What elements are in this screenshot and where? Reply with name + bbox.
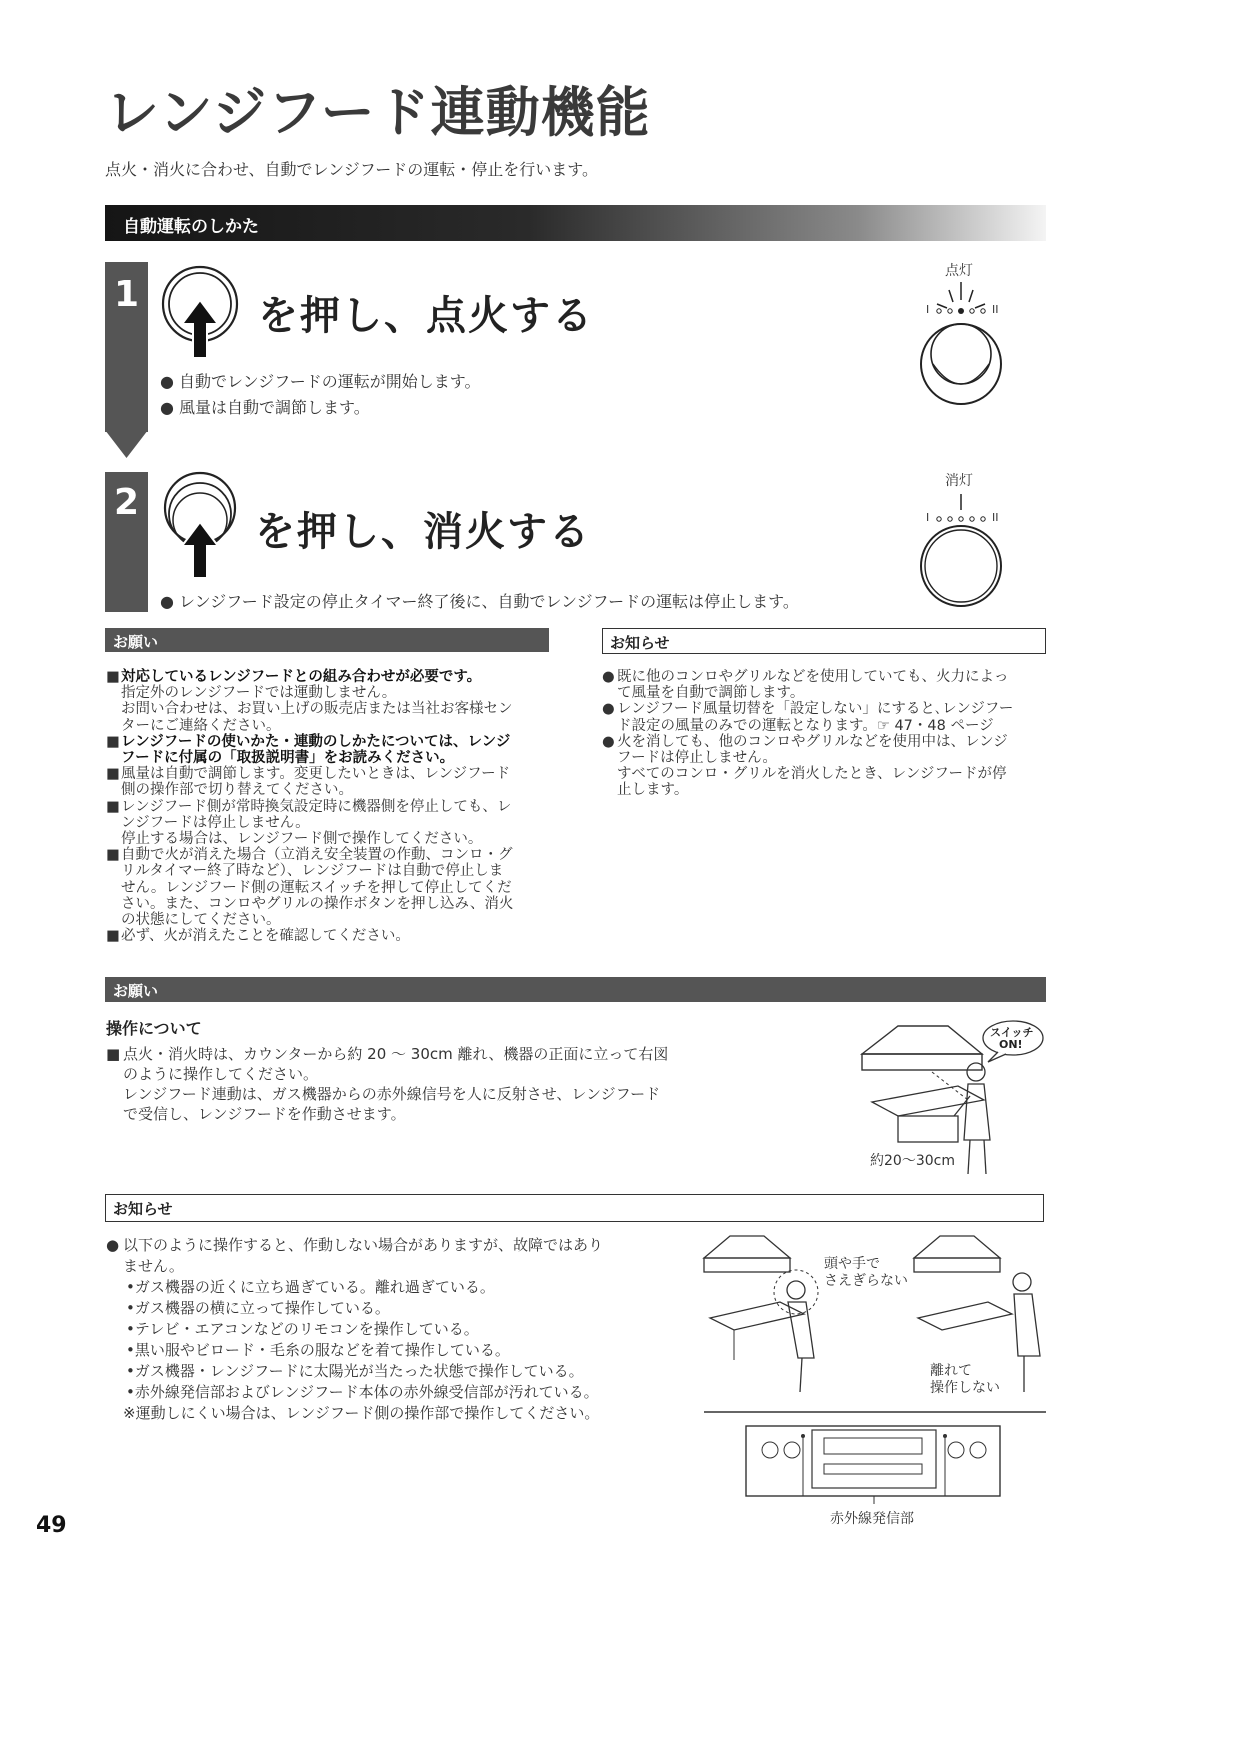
ignition-button-icon (158, 264, 244, 360)
info-heading-box-2 (105, 1194, 1044, 1222)
extinguish-button-icon (158, 470, 244, 580)
info-heading-2: お知らせ (113, 1200, 173, 1218)
list-item: •赤外線発信部およびレンジフード本体の赤外線受信部が汚れている。 (126, 1383, 599, 1401)
section-heading: 自動運転のしかた (123, 217, 259, 237)
list-item: ● 火を消しても、他のコンロやグリルなどを使用中は、レンジ フードは停止しません。 すべてのコンロ・グリルを消火したとき、レンジフードが停 止します。 (602, 733, 1008, 799)
operation-text: ■ 点火・消火時は、カウンターから約 20 ～ 30cm 離れ、機器の正面に立って右図 のように操作してください。 レンジフード連動は、ガス機器からの赤外線信号を人に反射させ、レンジフード で受信し、レンジフードを作動させます。 (106, 1045, 669, 1123)
list-item: ■ 自動で火が消えた場合（立消え安全装置の作動、コンロ・グ リルタイマー終了時など）、レンジフードは自動で停止しま せん。レンジフード側の運転スイッチを押して停止してくだ さい。また、コンロやグリルの操作ボタンを押し込み、消火 の状態にしてください。 (106, 847, 514, 929)
step2-number: 2 (113, 482, 140, 523)
info-list-1 (602, 669, 1050, 799)
list-item: ■ 対応しているレンジフードとの組み合わせが必要です。 指定外のレンジフードでは運動しません。 お問い合わせは、お買い上げの販売店または当社お客様セン ターにご連絡ください。 (106, 669, 513, 734)
request-heading-2: お願い (113, 982, 159, 1000)
info-list-2: ● 以下のように操作すると、作動しない場合がありますが、故障ではあり ません。 •ガス機器の近くに立ち過ぎている。離れ過ぎている。 •ガス機器の横に立って操作している。 •テレビ・エアコンなどのリモコンを操作している。 •黒い服やビロード・毛糸の服などを着て操作している。 •ガス機器・レンジフードに太陽光が当たった状態で操作している。 •赤外線発信部およびレンジフード本体の赤外線受信部が汚れている。 ※運動しにくい場合は、レンジフード側の操作部で操作してください。 (106, 1236, 604, 1422)
illus-label-1: 頭や手で (824, 1256, 880, 1272)
step1-bullet-1: ● 自動でレンジフードの運転が開始します。 (160, 372, 481, 391)
list-item: •ガス機器の近くに立ち過ぎている。離れ過ぎている。 (126, 1278, 495, 1296)
section-heading-bar (105, 205, 1046, 241)
list-item: ■ 風量は自動で調節します。変更したいときは、レンジフード 側の操作部で切り替えてください。 (106, 766, 511, 799)
footnote: ※運動しにくい場合は、レンジフード側の操作部で操作してください。 (123, 1404, 600, 1422)
page-title: レンジフード連動機能 (105, 81, 651, 144)
page-subtitle: 点火・消火に合わせ、自動でレンジフードの運転・停止を行います。 (105, 160, 598, 179)
knob-lit-icon (915, 278, 1007, 410)
request-heading-1: お願い (113, 633, 159, 651)
step1-marker (105, 262, 148, 432)
step2-marker (105, 472, 148, 612)
request-list-1 (106, 669, 556, 944)
step2-mark-low: I (926, 511, 930, 524)
list-item: ■ レンジフード側が常時換気設定時に機器側を停止しても、レ ンジフードは停止しません。 停止する場合は、レンジフード側で操作してください。 (106, 798, 512, 848)
knob-unlit-icon (915, 490, 1007, 608)
list-item: •ガス機器・レンジフードに太陽光が当たった状態で操作している。 (126, 1362, 584, 1380)
step1-bullet-2: ● 風量は自動で調節します。 (160, 398, 370, 417)
info-heading-1: お知らせ (610, 634, 670, 652)
list-item: ■ 必ず、火が消えたことを確認してください。 (106, 928, 410, 945)
step-arrow-icon (105, 430, 148, 458)
illus-label-4: 操作しない (930, 1380, 1000, 1396)
list-item: •ガス機器の横に立って操作している。 (126, 1299, 390, 1317)
control-panel-illustration (700, 1408, 1050, 1508)
step2-mark-high: II (992, 511, 999, 524)
operation-subheading: 操作について (106, 1019, 202, 1038)
list-item: ● 既に他のコンロやグリルなどを使用していても、火力によっ て風量を自動で調節します。 (602, 669, 1009, 702)
step1-heading: を押し、点火する (258, 293, 594, 339)
request-heading-bar-2 (105, 977, 1046, 1002)
list-item: ● レンジフード風量切替を「設定しない」にすると､レンジフー ド設定の風量のみでの運転となります。☞ 47・48 ページ (602, 701, 1014, 734)
page-number: 49 (36, 1513, 67, 1538)
speech-line-2: ON! (999, 1038, 1023, 1051)
list-item: •テレビ・エアコンなどのリモコンを操作している。 (126, 1320, 479, 1338)
step1-indicator-label: 点灯 (945, 263, 973, 279)
step2-bullet-1: ● レンジフード設定の停止タイマー終了後に、自動でレンジフードの運転は停止します。 (160, 592, 799, 611)
list-item: •黒い服やビロード・毛糸の服などを着て操作している。 (126, 1341, 510, 1359)
distance-label: 約20～30cm (870, 1153, 955, 1169)
step1-number: 1 (113, 274, 140, 315)
info-heading-box-1 (602, 628, 1046, 654)
speech-line-1: スイッチ (990, 1026, 1034, 1039)
illus-label-3: 離れて (930, 1363, 972, 1379)
ir-transmitter-label: 赤外線発信部 (830, 1511, 914, 1527)
step2-heading: を押し、消火する (255, 509, 591, 555)
step1-mark-low: I (926, 303, 930, 316)
illus-label-2: さえぎらない (824, 1273, 908, 1289)
step2-indicator-label: 消灯 (945, 473, 973, 489)
step1-mark-high: II (992, 303, 999, 316)
request-heading-bar-1 (105, 628, 549, 652)
list-item: ■ レンジフードの使いかた・連動のしかたについては、レンジ フードに付属の「取扱説明書」をお読みください。 (106, 733, 511, 767)
